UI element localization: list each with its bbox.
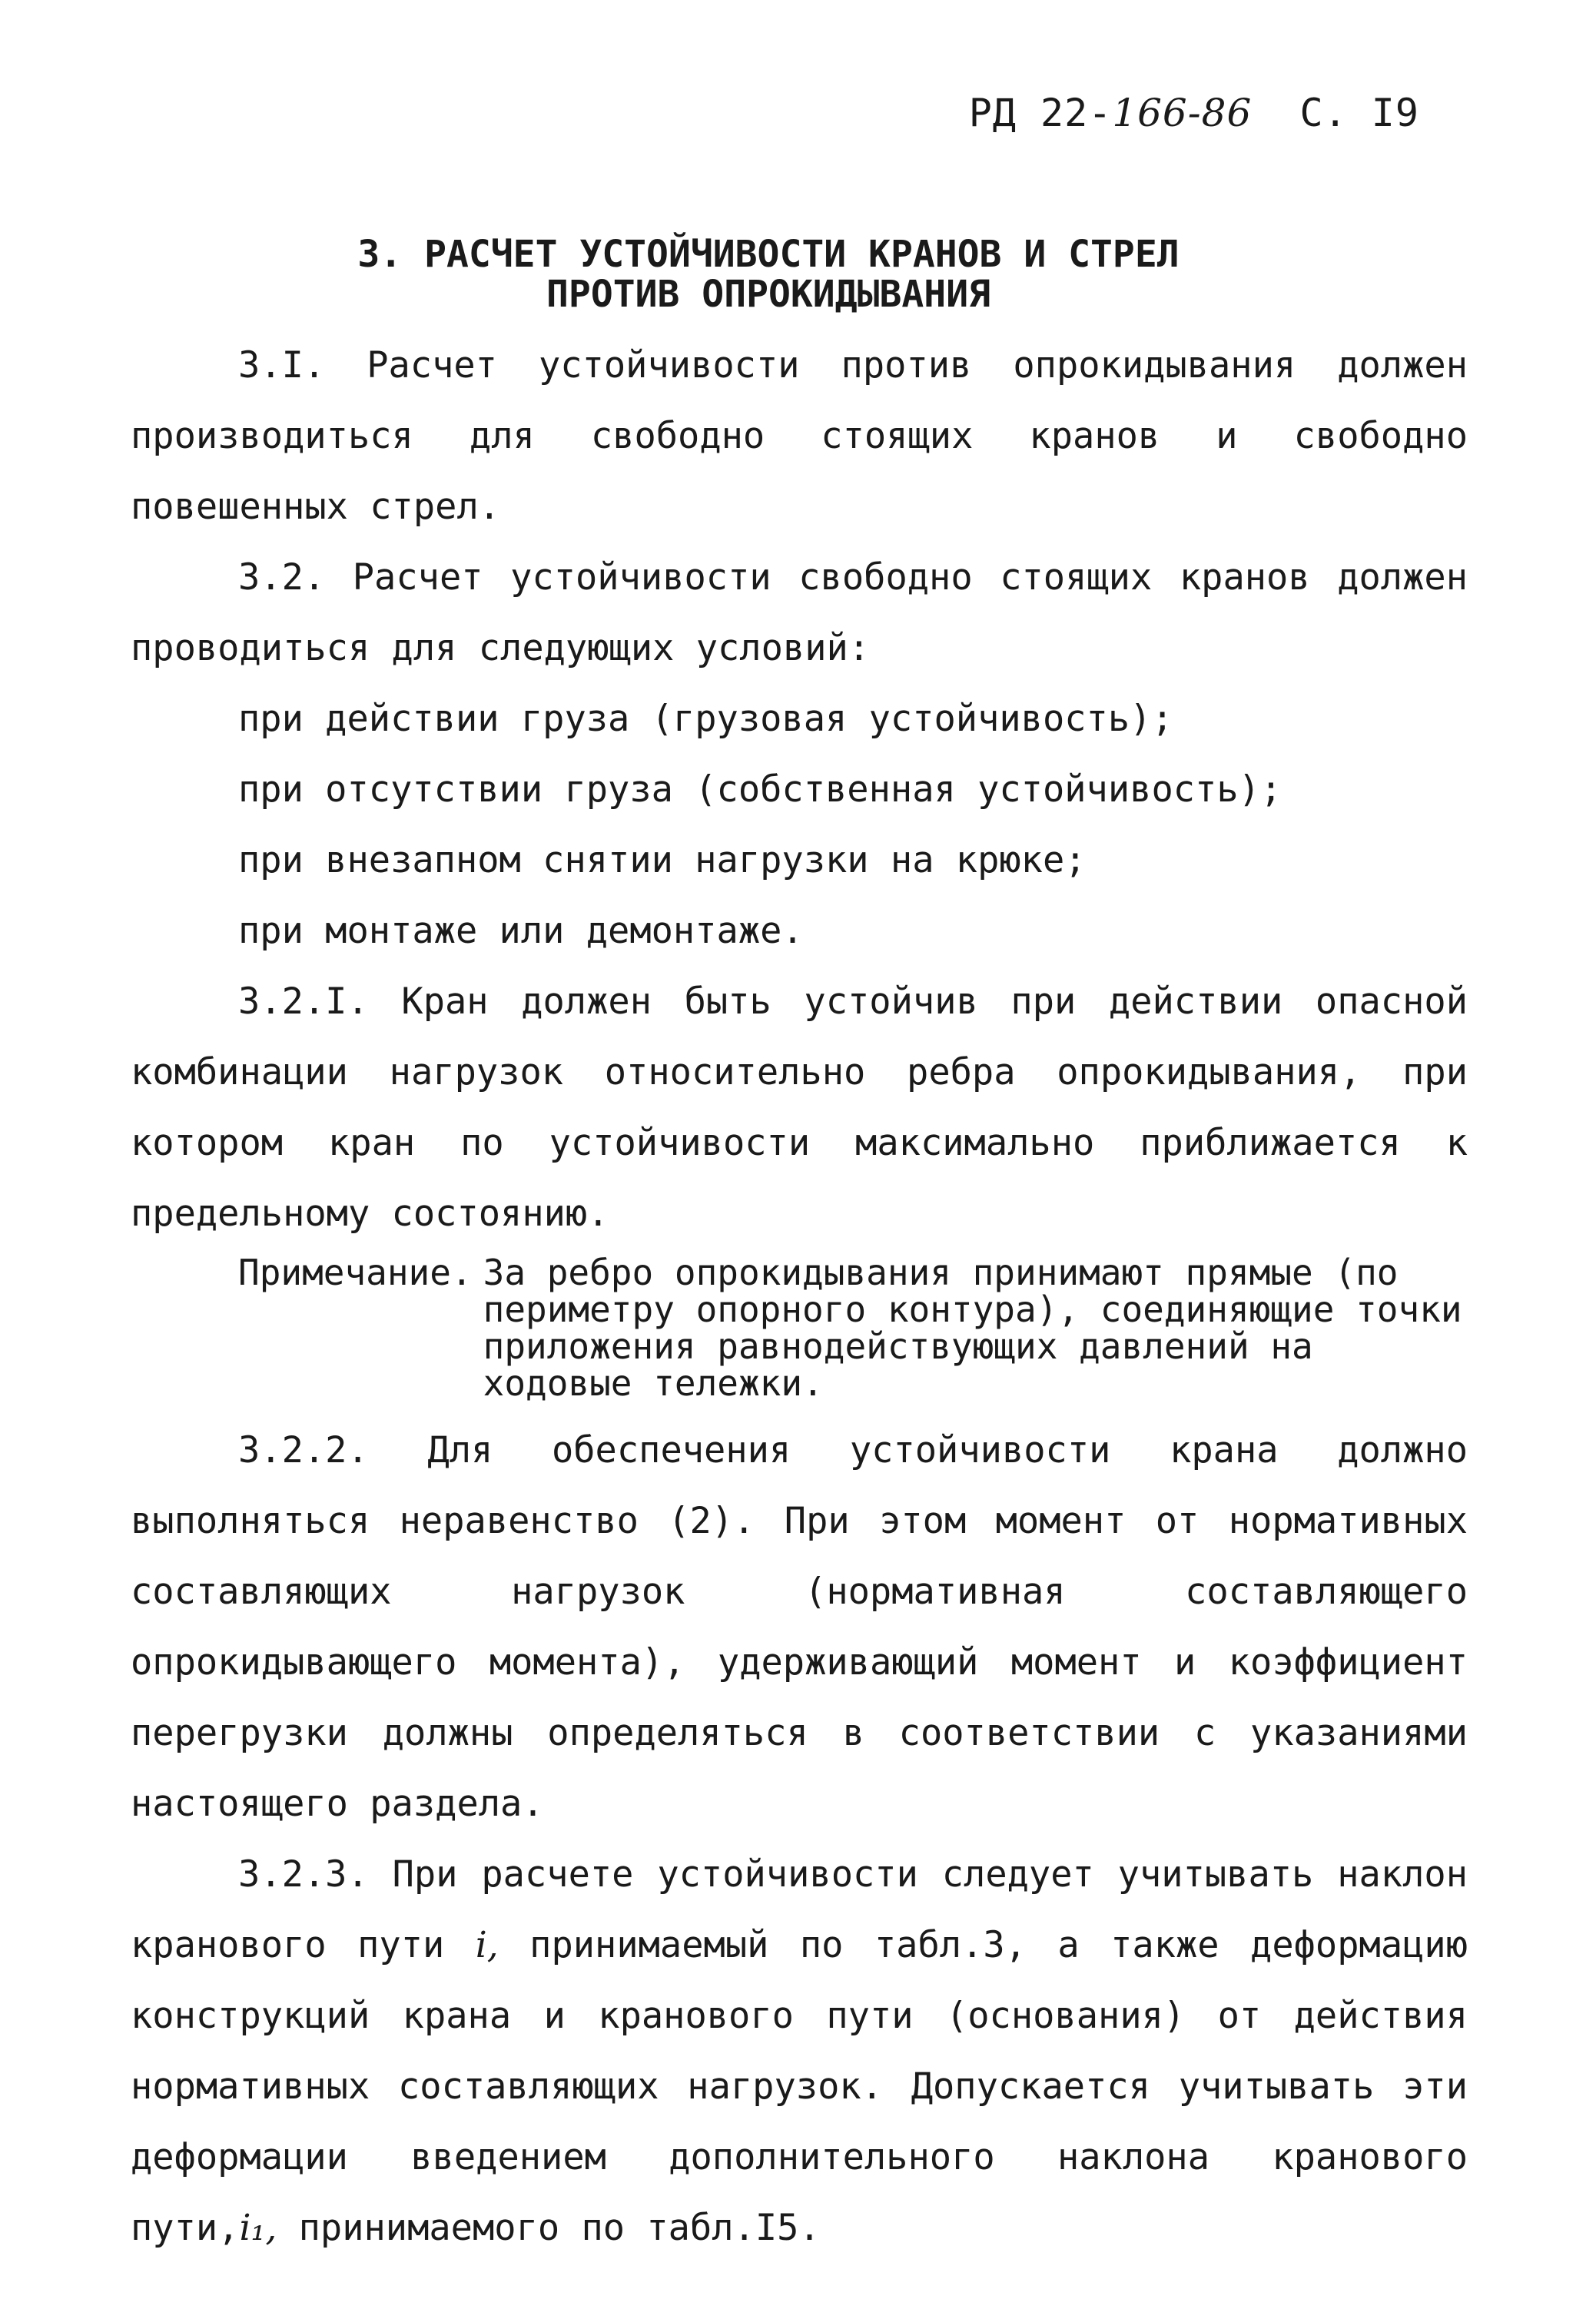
paragraph-3-2-3 [131, 1840, 1468, 2264]
condition-item: при внезапном снятии нагрузки на крюке; [238, 839, 1087, 881]
document-body [131, 330, 1468, 2264]
section-title-line-1: 3. РАСЧЕТ УСТОЙЧИВОСТИ КРАНОВ И СТРЕЛ [357, 233, 1180, 276]
paragraph-3-2-3-part-3: принимаемого по табл.I5. [277, 2207, 821, 2249]
paragraph-3-2: 3.2. Расчет устойчивости свободно стоящих кранов должен проводиться для следующих условий: [131, 556, 1468, 669]
paragraph-3-1: 3.I. Расчет устойчивости против опрокидывания должен производиться для свободно стоящих кранов и свободно повешенных стрел. [131, 344, 1468, 528]
condition-item: при действии груза (грузовая устойчивость); [238, 698, 1173, 740]
doc-number-prefix: РД 22- [968, 91, 1113, 135]
page-header [969, 91, 1419, 135]
paragraph-3-2-1: 3.2.I. Кран должен быть устойчив при действии опасной комбинации нагрузок относительно ребра опрокидывания, при котором кран по устойчивости максимально приближается к предельному состоянию. [131, 980, 1468, 1235]
section-title-line-2: ПРОТИВ ОПРОКИДЫВАНИЯ [546, 273, 990, 316]
paragraph-3-2-3-part-2: принимаемый по табл.3, а также деформацию конструкций крана и кранового пути (основания) от действия нормативных составляющих нагрузок. Допускается учитывать эти деформации введением дополнительного наклона кранового пути, [131, 1924, 1468, 2249]
variable-i: i, [475, 1924, 499, 1966]
note-block [238, 1254, 1468, 1402]
note-label: Примечание. [238, 1252, 473, 1293]
paragraph-3-2-3-part-1: 3.2.3. При расчете устойчивости следует учитывать наклон кранового пути [131, 1853, 1468, 1966]
note-text: За ребро опрокидывания принимают прямые (по периметру опорного контура), соединяющие точки приложения равнодействующих давлений на ходовые тележки. [483, 1252, 1462, 1404]
condition-item: при монтаже или демонтаже. [238, 910, 804, 952]
condition-item: при отсутствии груза (собственная устойчивость); [238, 768, 1282, 811]
section-title [292, 234, 1245, 314]
doc-number-handwritten: 166-86 [1112, 91, 1253, 135]
page-number: С. I9 [1299, 91, 1419, 135]
variable-i1: i₁, [239, 2207, 277, 2249]
paragraph-3-2-2: 3.2.2. Для обеспечения устойчивости крана должно выполняться неравенство (2). При этом момент от нормативных составляющих нагрузок (нормативная составляющего опрокидывающего момента), удерживающий момент и коэффициент перегрузки должны определяться в соответствии с указаниями настоящего раздела. [131, 1429, 1468, 1825]
